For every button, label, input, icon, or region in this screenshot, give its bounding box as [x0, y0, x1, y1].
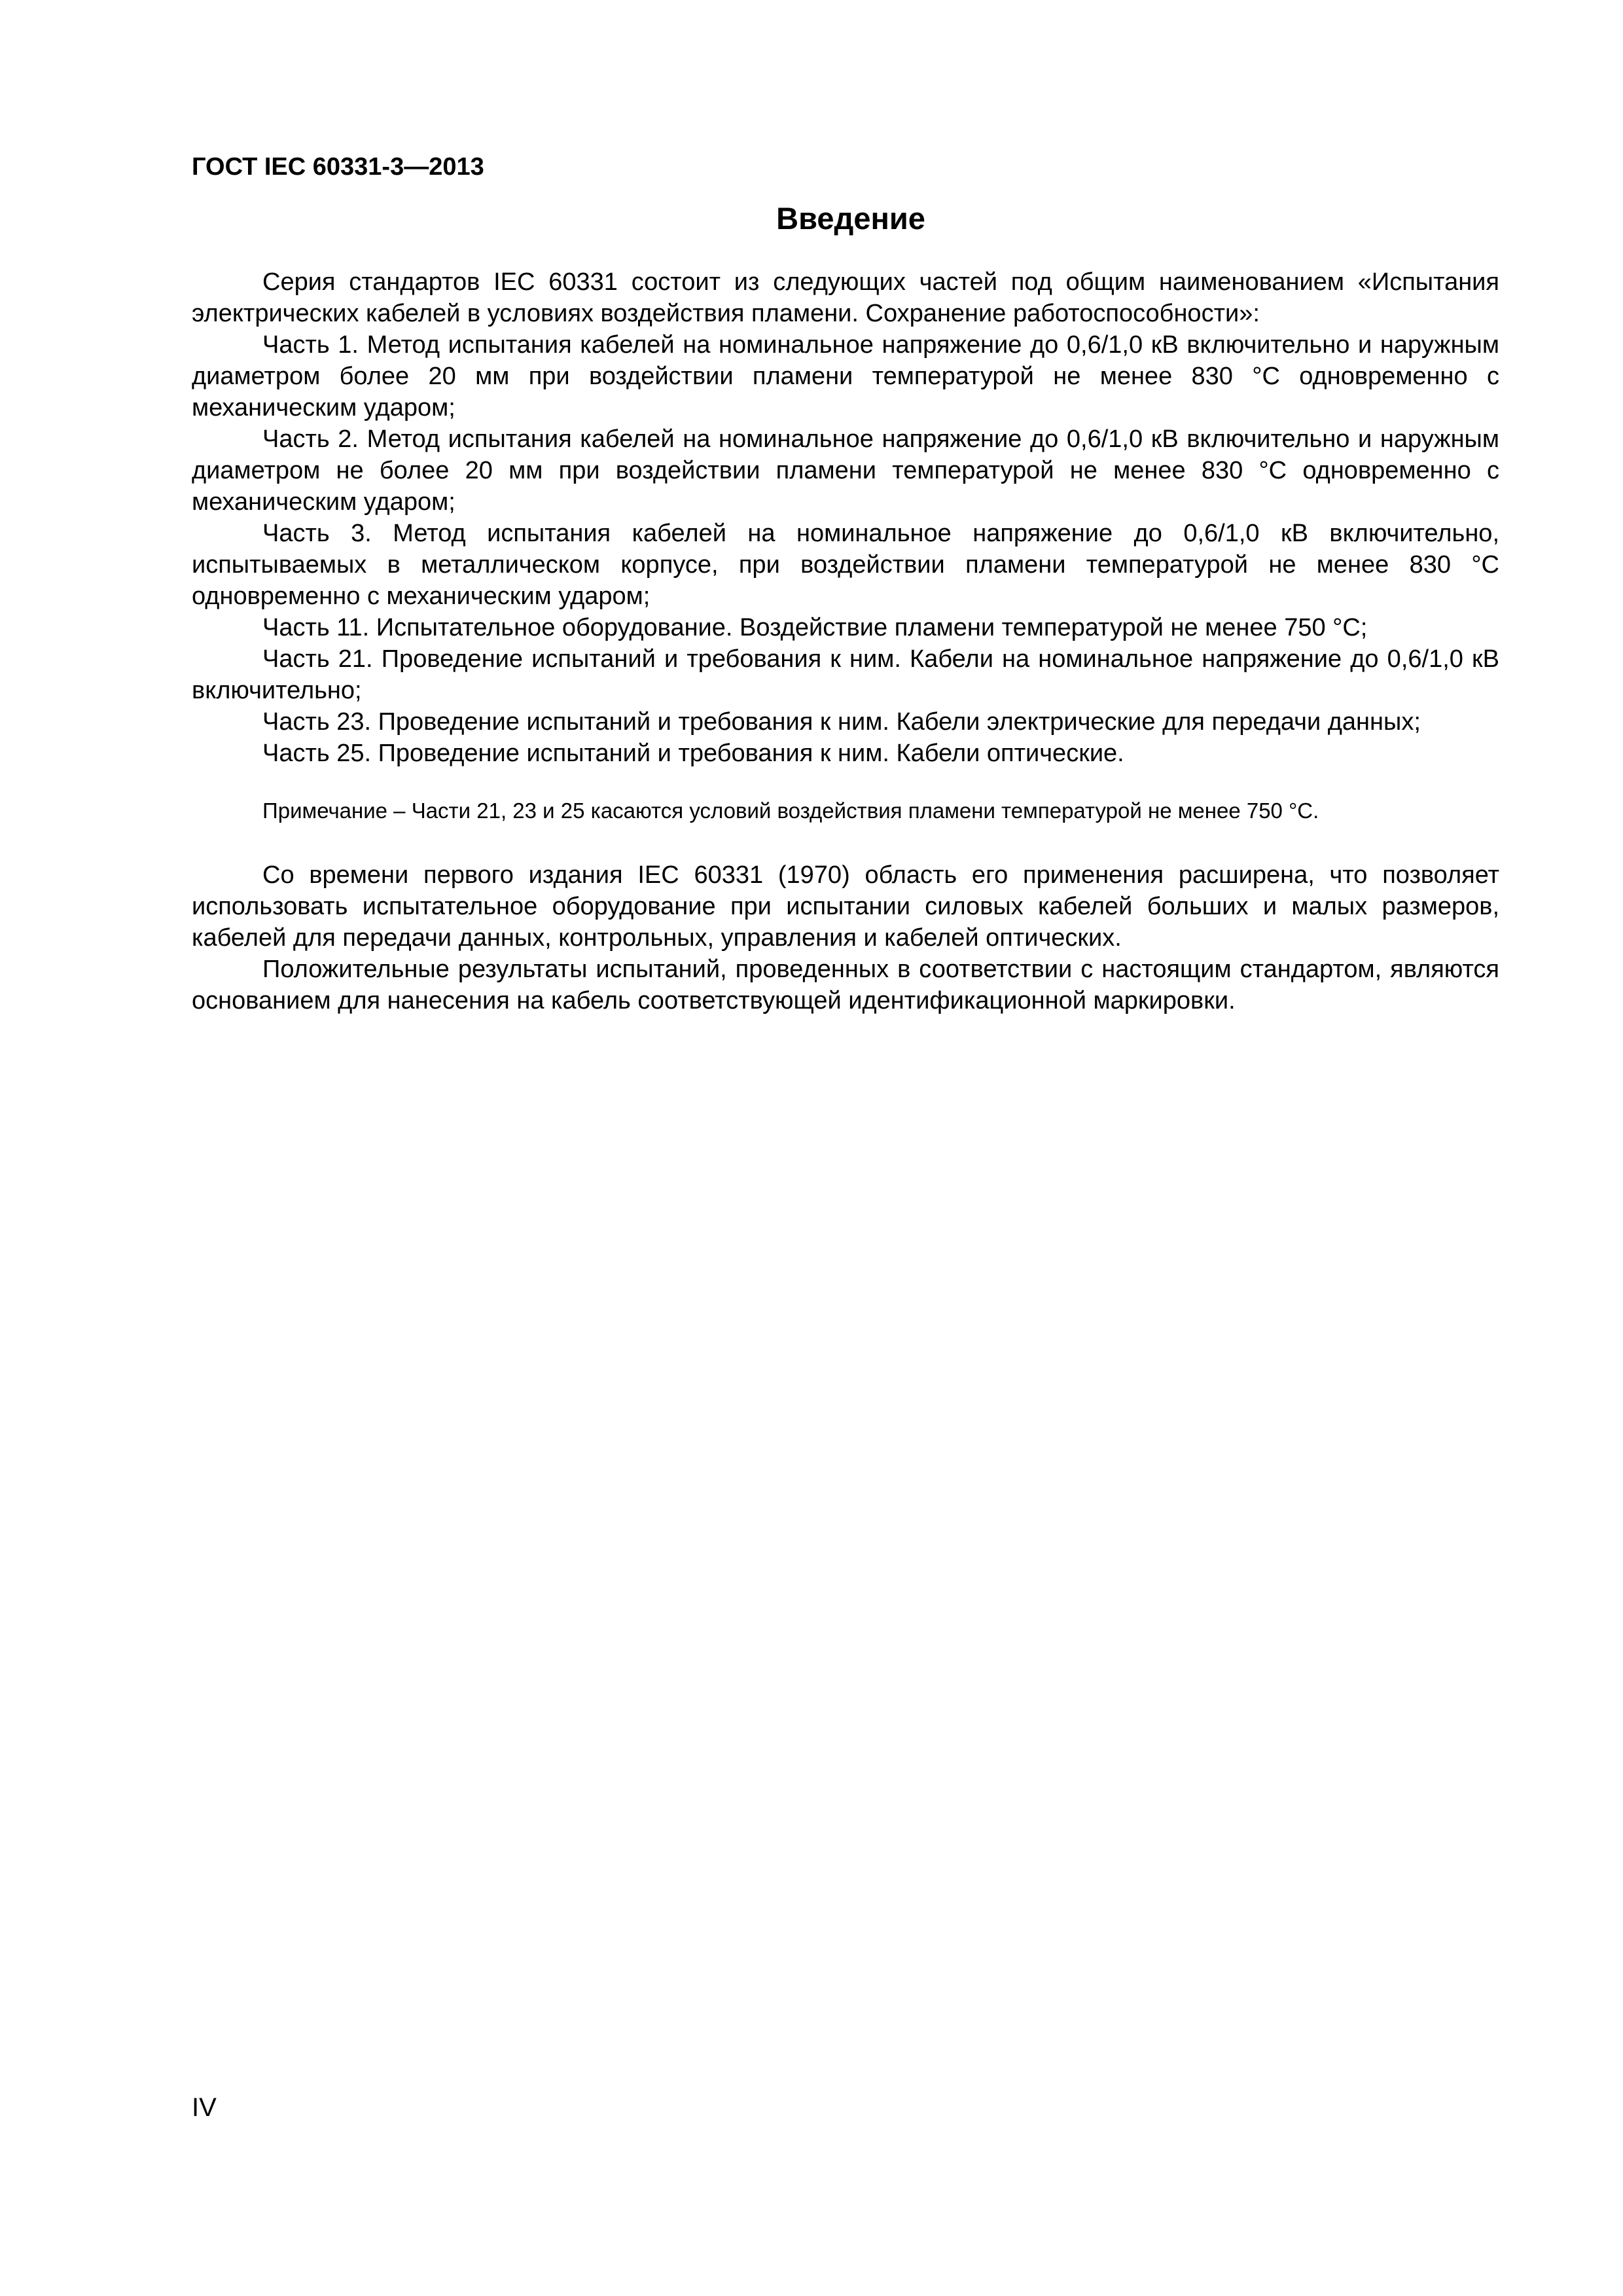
intro-paragraph: Серия стандартов IEC 60331 состоит из следующих частей под общим наименованием «Испытания электрических кабелей в условиях воздействия пламени. Сохранение работоспособности»: [192, 268, 1499, 327]
part-25-paragraph: Часть 25. Проведение испытаний и требования к ним. Кабели оптические. [262, 740, 1124, 767]
part-2-paragraph: Часть 2. Метод испытания кабелей на номинальное напряжение до 0,6/1,0 кВ включительно и наружным диаметром не более 20 мм при воздействии пламени температурой не менее 830 °С одновременно с механическим ударом; [192, 425, 1499, 516]
part-21-paragraph: Часть 21. Проведение испытаний и требования к ним. Кабели на номинальное напряжение до 0,6/1,0 кВ включительно; [192, 645, 1499, 704]
part-23-paragraph: Часть 23. Проведение испытаний и требования к ним. Кабели электрические для передачи данных; [262, 708, 1421, 736]
part-3-paragraph: Часть 3. Метод испытания кабелей на номинальное напряжение до 0,6/1,0 кВ включительно, испытываемых в металлическом корпусе, при воздействии пламени температурой не менее 830 °С одновременно с механическим ударом; [192, 520, 1499, 610]
body-text [192, 266, 1499, 1016]
part-11-paragraph: Часть 11. Испытательное оборудование. Воздействие пламени температурой не менее 750 °С; [262, 614, 1368, 641]
section-title: Введение [776, 201, 925, 236]
document-code: ГОСТ IEC 60331-3—2013 [192, 153, 484, 181]
note-paragraph: Примечание – Части 21, 23 и 25 касаются условий воздействия пламени температурой не менее 750 °С. [262, 798, 1319, 823]
page-number: IV [192, 2093, 217, 2122]
part-1-paragraph: Часть 1. Метод испытания кабелей на номинальное напряжение до 0,6/1,0 кВ включительно и наружным диаметром более 20 мм при воздействии пламени температурой не менее 830 °С одновременно с механическим ударом; [192, 331, 1499, 422]
results-paragraph: Положительные результаты испытаний, проведенных в соответствии с настоящим стандартом, являются основанием для нанесения на кабель соответствующей идентификационной маркировки. [192, 956, 1499, 1014]
scope-paragraph: Со времени первого издания IEC 60331 (1970) область его применения расширена, что позволяет использовать испытательное оборудование при испытании силовых кабелей больших и малых размеров, кабелей для передачи данных, контрольных, управления и кабелей оптических. [192, 861, 1499, 952]
